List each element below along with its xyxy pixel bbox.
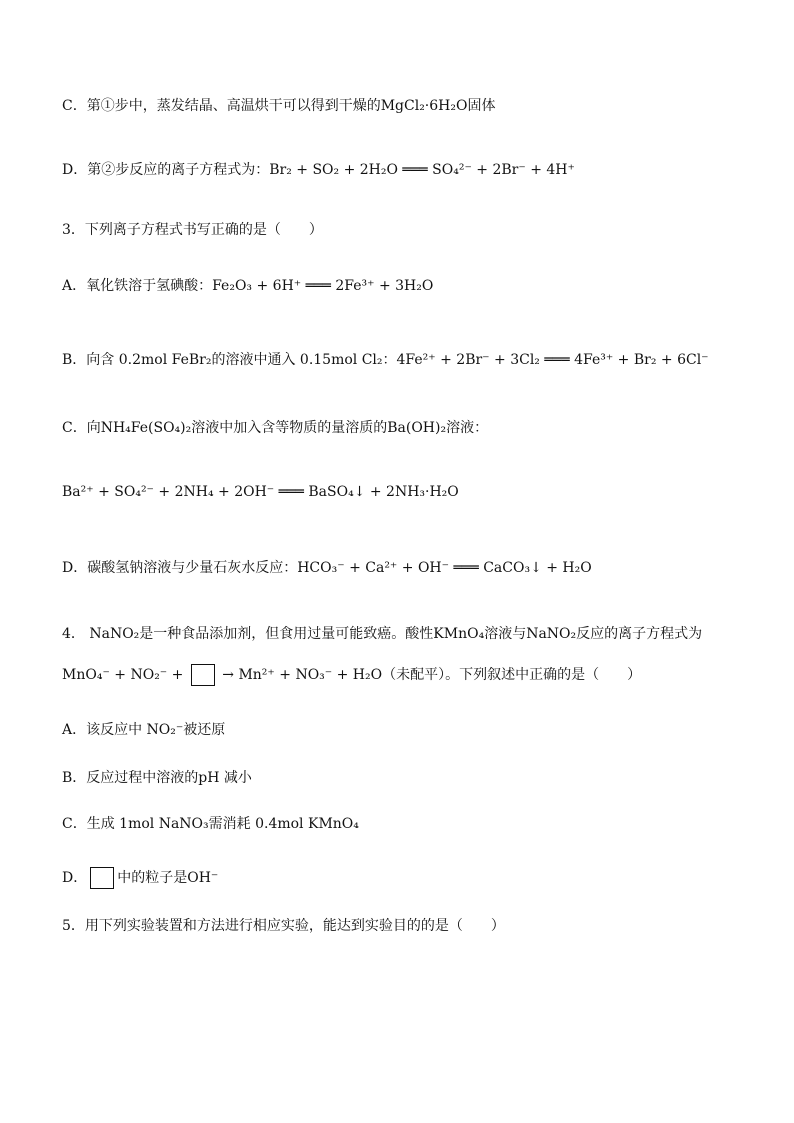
q3-stem: 3．下列离子方程式书写正确的是（ ） — [62, 222, 323, 238]
q5-stem: 5．用下列实验装置和方法进行相应实验，能达到实验目的的是（ ） — [62, 918, 505, 934]
blank-box — [191, 664, 215, 686]
blank-box — [90, 867, 114, 889]
q3-option-c: C．向NH₄Fe(SO₄)₂溶液中加入含等物质的量溶质的Ba(OH)₂溶液： — [62, 420, 489, 436]
q4-option-d-prefix: D． — [62, 870, 88, 886]
q4-option-b: B．反应过程中溶液的pH 减小 — [62, 770, 252, 786]
q4-equation-left: MnO₄⁻ + NO₂⁻ + — [62, 667, 188, 683]
q3-option-b: B．向含 0.2mol FeBr₂的溶液中通入 0.15mol Cl₂：4Fe²⁺ + 2Br⁻ + 3Cl₂ ═══ 4Fe³⁺ + Br₂ + 6Cl⁻ — [62, 352, 709, 368]
q3-option-a: A．氧化铁溶于氢碘酸：Fe₂O₃ + 6H⁺ ═══ 2Fe³⁺ + 3H₂O — [62, 278, 434, 294]
q4-option-a: A．该反应中 NO₂⁻被还原 — [62, 722, 226, 738]
q3-option-d: D．碳酸氢钠溶液与少量石灰水反应：HCO₃⁻ + Ca²⁺ + OH⁻ ═══ CaCO₃↓ + H₂O — [62, 560, 592, 576]
q4-option-c: C．生成 1mol NaNO₃需消耗 0.4mol KMnO₄ — [62, 816, 359, 832]
q4-stem-line-1: 4． NaNO₂是一种食品添加剂，但食用过量可能致癌。酸性KMnO₄溶液与NaNO₂反应的离子方程式为 — [62, 626, 703, 642]
q2-option-c: C．第①步中，蒸发结晶、高温烘干可以得到干燥的MgCl₂·6H₂O固体 — [62, 98, 496, 114]
q4-stem-line-2 — [62, 664, 754, 686]
q2-option-d: D．第②步反应的离子方程式为：Br₂ + SO₂ + 2H₂O ═══ SO₄²⁻ + 2Br⁻ + 4H⁺ — [62, 162, 575, 178]
q4-equation-right: → Mn²⁺ + NO₃⁻ + H₂O（未配平）。下列叙述中正确的是（ ） — [217, 667, 642, 683]
q3-option-c-equation: Ba²⁺ + SO₄²⁻ + 2NH₄ + 2OH⁻ ═══ BaSO₄↓ + 2NH₃·H₂O — [62, 484, 459, 500]
q4-option-d-suffix: 中的粒子是OH⁻ — [117, 870, 219, 886]
q4-option-d — [62, 867, 754, 889]
